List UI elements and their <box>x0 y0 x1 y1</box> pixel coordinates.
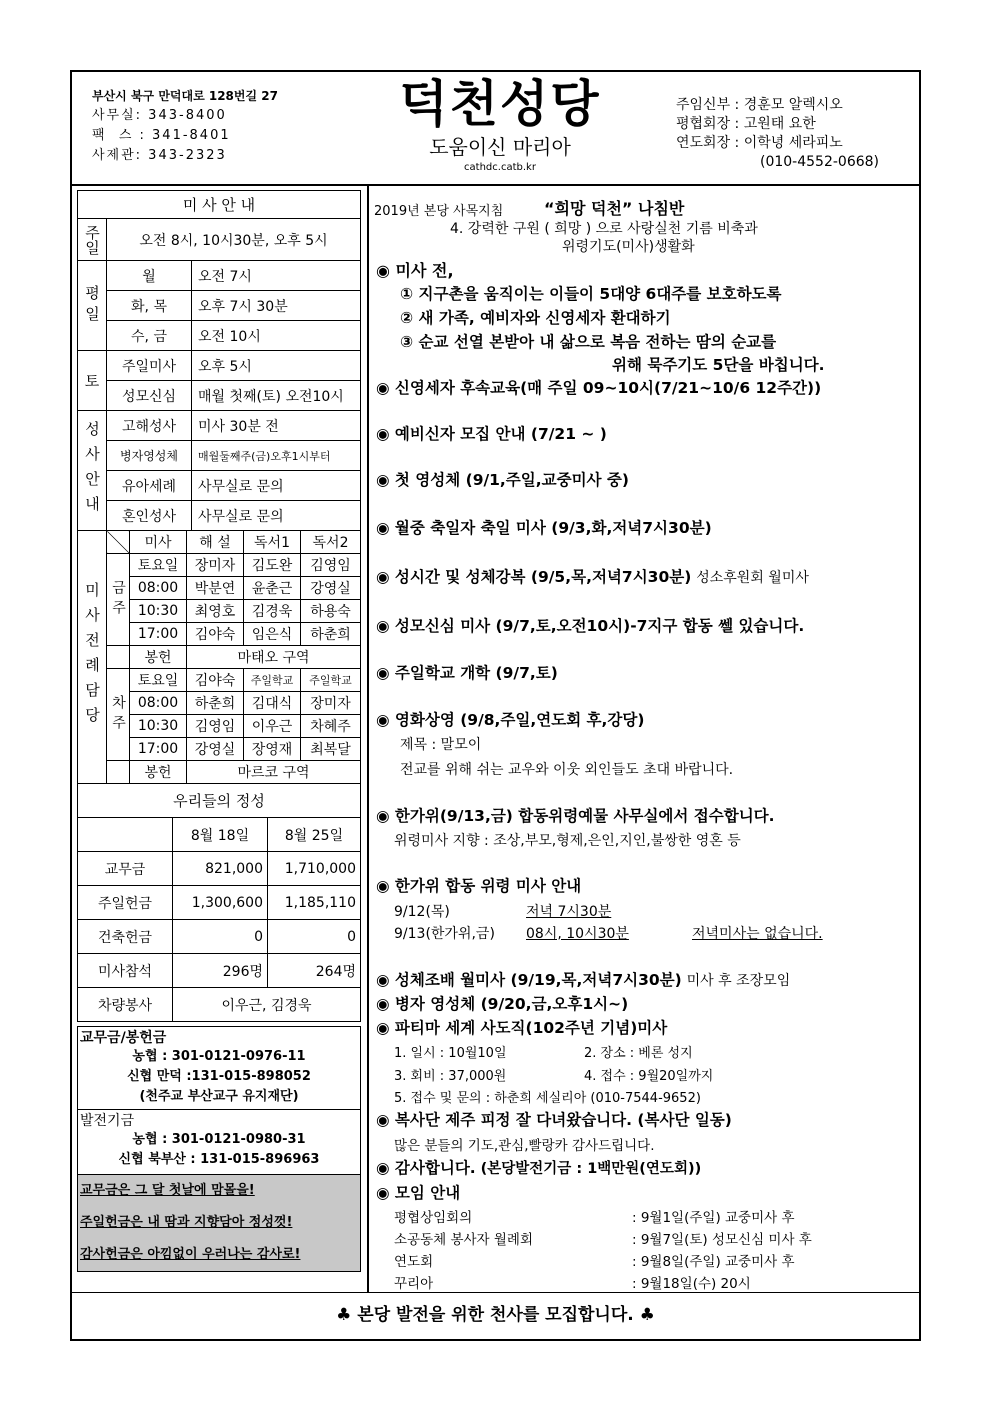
pastor: 주임신부 : 경훈모 알렉시오 <box>676 97 843 113</box>
table-cell: 장미자 <box>301 692 361 715</box>
table-cell: 박분연 <box>187 577 244 600</box>
table-cell: 10:30 <box>130 600 187 623</box>
sat-mass-name: 주일미사 <box>107 351 192 381</box>
table-cell: 하춘희 <box>187 692 244 715</box>
table-cell: 10:30 <box>130 715 187 738</box>
account-a3: (천주교 부산교구 유지재단) <box>139 1089 299 1104</box>
slogan-3: 감사헌금은 아낌없이 우러나는 감사로! <box>80 1247 301 1262</box>
theme: “희망 덕천” 나침반 <box>544 199 685 218</box>
account-b2: 신협 북부산 : 131-015-896963 <box>118 1152 320 1167</box>
footer-banner: ♣ 본당 발전을 위한 천사를 모집합니다. ♣ <box>336 1305 655 1325</box>
notice-movie-invite: 전교를 위해 쉬는 교우와 이웃 외인들도 초대 바랍니다. <box>400 762 734 778</box>
table-cell: 17:00 <box>130 738 187 761</box>
sick-name: 병자영성체 <box>107 441 192 471</box>
baptism-info: 사무실로 문의 <box>192 471 361 501</box>
notice-prayer-1: ① 지구촌을 움직이는 이들이 5대양 6대주를 보호하도록 <box>400 285 782 303</box>
notice-movie-title: 제목 : 말모이 <box>400 737 482 753</box>
duty-label: 미사전례담당 <box>78 531 107 784</box>
account-b1: 농협 : 301-0121-0980-31 <box>132 1132 306 1147</box>
notice-chuseok-time2: 08시, 10시30분 <box>526 926 629 942</box>
header-divider <box>70 184 921 186</box>
slogan-2: 주일헌금은 내 땀과 지향담아 정성껏! <box>80 1215 293 1230</box>
meeting-name: 꾸리아 <box>394 1276 434 1292</box>
meeting-name: 평협상임회의 <box>394 1210 473 1226</box>
notice-sunday-school: ◉ 주일학교 개학 (9/7,토) <box>376 664 558 682</box>
notice-fatima: ◉ 파티마 세계 사도직(102주년 기념)미사 <box>376 1019 668 1037</box>
mass-heading: 미 사 안 내 <box>78 191 361 219</box>
theme-line2: 4. 강력한 구원 ( 희망 ) 으로 사랑실천 기름 비축과 <box>450 221 758 237</box>
meeting-name: 연도회 <box>394 1254 434 1270</box>
table-cell: 296명 <box>173 954 268 988</box>
footer-divider <box>70 1292 921 1293</box>
fax: 팩 스 : 341-8401 <box>92 128 231 143</box>
tuethu-day: 화, 목 <box>107 291 192 321</box>
week2-offer: 마르코 구역 <box>187 761 361 784</box>
row-label: 교무금 <box>78 852 173 886</box>
notice-fatima-5: 5. 접수 및 문의 : 하춘희 세실리아 (010-7544-9652) <box>394 1091 701 1106</box>
notice-chuseok-mass: ◉ 한가위 합동 위령 미사 안내 <box>376 877 582 895</box>
meeting-time: : 9월8일(주일) 교중미사 후 <box>632 1254 795 1270</box>
blank-cell <box>107 761 130 784</box>
meeting-time: : 9월18일(수) 20시 <box>632 1276 751 1292</box>
table-cell: 하춘희 <box>301 623 361 646</box>
meeting-name: 소공동체 봉사자 월례회 <box>394 1232 533 1248</box>
table-cell: 강영실 <box>301 577 361 600</box>
week1-offer: 마태오 구역 <box>187 646 361 669</box>
legion-president: 연도회장 : 이학녕 세라피노 <box>676 135 843 151</box>
offering-heading: 우리들의 정성 <box>78 784 361 818</box>
week1-offer-label: 봉헌 <box>130 646 187 669</box>
table-cell: 821,000 <box>173 852 268 886</box>
weekday-label: 평일 <box>78 261 107 351</box>
sat-mass-time: 오후 5시 <box>192 351 361 381</box>
sat-mary-time: 매월 첫째(토) 오전10시 <box>192 381 361 411</box>
table-cell: 윤춘근 <box>244 577 301 600</box>
notice-no-evening-mass: 저녁미사는 없습니다. <box>692 926 823 942</box>
notice-movie: ◉ 영화상영 (9/8,주일,연도회 후,강당) <box>376 711 645 729</box>
car-label: 차량봉사 <box>78 988 173 1022</box>
theme-prefix: 2019년 본당 사목지침 <box>374 204 504 219</box>
table-cell: 김도완 <box>244 554 301 577</box>
table-cell: 토요일 <box>130 669 187 692</box>
table-cell: 장영재 <box>244 738 301 761</box>
table-cell: 하용숙 <box>301 600 361 623</box>
notice-altar-servers-thanks: 많은 분들의 기도,관심,빨랑카 감사드립니다. <box>394 1138 655 1154</box>
parish-subtitle: 도움이신 마리아 <box>429 135 571 159</box>
notice-adoration <box>376 968 790 990</box>
notice-holy-hour <box>376 565 809 587</box>
wedfri-time: 오전 10시 <box>192 321 361 351</box>
notice-fatima-1: 1. 일시 : 10월10일 <box>394 1046 507 1061</box>
baptism-name: 유아세례 <box>107 471 192 501</box>
date-col-2: 8월 25일 <box>268 818 361 852</box>
table-cell: 임은식 <box>244 623 301 646</box>
duty-header-reader2: 독서2 <box>301 531 361 554</box>
confession-time: 미사 30분 전 <box>192 411 361 441</box>
marriage-name: 혼인성사 <box>107 501 192 531</box>
table-cell: 김경욱 <box>244 600 301 623</box>
office-phone: 사무실: 343-8400 <box>92 108 227 123</box>
blank-cell <box>78 818 173 852</box>
meeting-time: : 9월7일(토) 성모신심 미사 후 <box>632 1232 812 1248</box>
table-cell: 김대식 <box>244 692 301 715</box>
car-names: 이우근, 김경욱 <box>173 988 361 1022</box>
parish-title: 덕천성당 <box>399 75 601 133</box>
table-cell: 08:00 <box>130 692 187 715</box>
notice-sick-communion: ◉ 병자 영성체 (9/20,금,오후1시~) <box>376 995 629 1013</box>
confession-name: 고해성사 <box>107 411 192 441</box>
table-cell: 이우근 <box>244 715 301 738</box>
notice-chuseok-intention: 위령미사 지향 : 조상,부모,형제,은인,지인,불쌍한 영혼 등 <box>394 833 741 849</box>
legion-phone: (010-4552-0668) <box>760 154 880 170</box>
table-cell: 차혜주 <box>301 715 361 738</box>
week2-label: 차주 <box>107 669 130 761</box>
website: cathdc.catb.kr <box>464 162 536 173</box>
table-cell: 장미자 <box>187 554 244 577</box>
table-cell: 17:00 <box>130 623 187 646</box>
diag-cell <box>107 531 130 554</box>
row-label: 미사참석 <box>78 954 173 988</box>
table-cell: 0 <box>173 920 268 954</box>
table-cell: 주일학교 <box>301 669 361 692</box>
notice-prayer: ◉ 미사 전, <box>376 261 454 280</box>
notice-thanks-text: ◉ 감사합니다. <box>376 1159 476 1177</box>
duty-header-mass: 미사 <box>130 531 187 554</box>
account-a2: 신협 만덕 :131-015-898052 <box>127 1069 311 1084</box>
sunday-times: 오전 8시, 10시30분, 오후 5시 <box>107 219 361 261</box>
sick-time: 매월둘째주(금)오후1시부터 <box>192 441 361 471</box>
meeting-time: : 9월1일(주일) 교중미사 후 <box>632 1210 795 1226</box>
notice-fatima-2: 2. 장소 : 베론 성지 <box>584 1046 693 1061</box>
theme-line3: 위령기도(미사)생활화 <box>562 239 695 255</box>
wedfri-day: 수, 금 <box>107 321 192 351</box>
address: 부산시 북구 만덕대로 128번길 27 <box>92 89 278 103</box>
notice-adoration-text: ◉ 성체조배 월미사 (9/19,목,저녁7시30분) <box>376 971 682 989</box>
duty-header-commentary: 해 설 <box>187 531 244 554</box>
marriage-info: 사무실로 문의 <box>192 501 361 531</box>
row-label: 주일헌금 <box>78 886 173 920</box>
week1-label: 금주 <box>107 554 130 646</box>
row-label: 건축헌금 <box>78 920 173 954</box>
notice-holy-hour-text: ◉ 성시간 및 성체강복 (9/5,목,저녁7시30분) <box>376 568 692 586</box>
notice-thanks-note: (본당발전기금 : 1백만원(연도회)) <box>480 1161 702 1177</box>
accounts-box <box>77 1026 361 1272</box>
council-president: 평협회장 : 고원태 요한 <box>676 116 816 132</box>
notice-adoration-note: 미사 후 조장모임 <box>686 973 791 989</box>
table-cell: 최영호 <box>187 600 244 623</box>
notice-chuseok-date1: 9/12(목) <box>394 904 450 920</box>
notice-neophyte: ◉ 신영세자 후속교육(매 주일 09~10시(7/21~10/6 12주간)) <box>376 379 822 397</box>
table-cell: 주일학교 <box>244 669 301 692</box>
notice-holy-hour-note: 성소후원회 월미사 <box>696 570 809 586</box>
notice-altar-servers: ◉ 복사단 제주 피정 잘 다녀왔습니다. (복사단 일동) <box>376 1111 732 1129</box>
notice-prayer-4: 위해 묵주기도 5단을 바칩니다. <box>612 356 825 374</box>
mon-day: 월 <box>107 261 192 291</box>
notice-prayer-3: ③ 순교 선열 본받아 내 삶으로 복음 전하는 땀의 순교를 <box>400 333 777 351</box>
slogan-1: 교무금은 그 달 첫날에 맘몰을! <box>80 1183 255 1198</box>
notice-chuseok-date2: 9/13(한가위,금) <box>394 926 495 942</box>
table-cell: 토요일 <box>130 554 187 577</box>
account-a1: 농협 : 301-0121-0976-11 <box>132 1049 306 1064</box>
duty-table <box>77 530 361 784</box>
table-cell: 강영실 <box>187 738 244 761</box>
sunday-label: 주일 <box>78 219 107 261</box>
table-cell: 08:00 <box>130 577 187 600</box>
account-b-title: 발전기금 <box>80 1113 135 1129</box>
rectory-phone: 사제관: 343-2323 <box>92 148 227 163</box>
notice-thanks <box>376 1156 701 1178</box>
officers <box>676 96 879 172</box>
notice-catechumen: ◉ 예비신자 모집 안내 (7/21 ~ ) <box>376 425 607 443</box>
tuethu-time: 오후 7시 30분 <box>192 291 361 321</box>
blank-cell <box>107 646 130 669</box>
offering-table <box>77 783 361 1022</box>
table-cell: 1,185,110 <box>268 886 361 920</box>
date-col-1: 8월 18일 <box>173 818 268 852</box>
notice-meetings: ◉ 모임 안내 <box>376 1184 461 1202</box>
notice-chuseok-time1: 저녁 7시30분 <box>526 904 612 920</box>
notice-prayer-2: ② 새 가족, 예비자와 신영세자 환대하기 <box>400 309 671 327</box>
table-cell: 김영임 <box>187 715 244 738</box>
notice-first-communion: ◉ 첫 영성체 (9/1,주일,교중미사 중) <box>376 471 629 489</box>
duty-header-reader1: 독서1 <box>244 531 301 554</box>
saturday-label: 토 <box>78 351 107 411</box>
mon-time: 오전 7시 <box>192 261 361 291</box>
sacrament-label: 성사안내 <box>78 411 107 531</box>
table-cell: 최복달 <box>301 738 361 761</box>
notice-chuseok-offering: ◉ 한가위(9/13,금) 합동위령예물 사무실에서 접수합니다. <box>376 807 775 825</box>
table-cell: 264명 <box>268 954 361 988</box>
table-cell: 김야숙 <box>187 623 244 646</box>
parish-contact <box>92 86 278 166</box>
table-cell: 0 <box>268 920 361 954</box>
notice-marian-mass: ◉ 성모신심 미사 (9/7,토,오전10시)-7지구 합동 쎌 있습니다. <box>376 617 805 635</box>
left-column <box>77 190 361 1022</box>
notice-feast-mass: ◉ 월중 축일자 축일 미사 (9/3,화,저녁7시30분) <box>376 519 712 537</box>
table-cell: 김영임 <box>301 554 361 577</box>
table-cell: 김야숙 <box>187 669 244 692</box>
notice-fatima-4: 4. 접수 : 9월20일까지 <box>584 1069 714 1084</box>
notice-fatima-3: 3. 회비 : 37,000원 <box>394 1069 507 1084</box>
table-cell: 1,300,600 <box>173 886 268 920</box>
slogan-box <box>78 1174 360 1271</box>
account-a-title: 교무금/봉헌금 <box>80 1030 167 1046</box>
sat-mary-name: 성모신심 <box>107 381 192 411</box>
mass-table <box>77 190 361 531</box>
column-divider <box>367 184 369 1292</box>
table-cell: 1,710,000 <box>268 852 361 886</box>
week2-offer-label: 봉헌 <box>130 761 187 784</box>
